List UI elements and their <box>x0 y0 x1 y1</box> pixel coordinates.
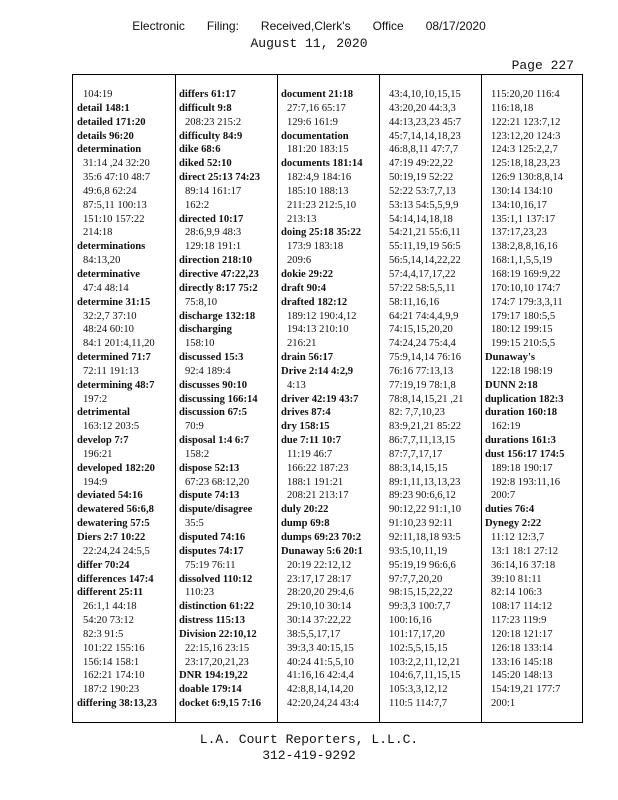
index-reference: 45:7,14,14,18,23 <box>389 130 461 142</box>
index-entry: duplication 182:3 <box>485 393 564 405</box>
index-entry: duly 20:22 <box>281 504 329 516</box>
index-reference: 194:13 210:10 <box>287 324 349 336</box>
index-reference: 117:23 119:9 <box>491 615 547 627</box>
index-reference: 97:7,7,20,20 <box>389 573 443 585</box>
index-reference: 174:7 179:3,3,11 <box>491 296 563 308</box>
index-reference: 28:6,9,9 48:3 <box>185 227 242 239</box>
index-reference: 135:1,1 137:17 <box>491 213 556 225</box>
index-reference: 208:21 213:17 <box>287 490 349 502</box>
index-reference: 158:10 <box>185 338 215 350</box>
index-entry: directive 47:22,23 <box>179 268 259 280</box>
index-entry: draft 90:4 <box>281 282 327 294</box>
index-reference: 200:7 <box>491 490 516 502</box>
index-reference: 4:13 <box>287 379 306 391</box>
index-reference: 75:9,14,14 76:16 <box>389 352 462 364</box>
index-reference: 108:17 114:12 <box>491 601 553 613</box>
index-reference: 98:15,15,22,22 <box>389 587 453 599</box>
index-reference: 130:14 134:10 <box>491 185 553 197</box>
index-reference: 137:17,23,23 <box>491 227 547 239</box>
index-reference: 35:6 47:10 48:7 <box>83 172 151 184</box>
index-reference: 168:19 169:9,22 <box>491 268 561 280</box>
index-reference: 43:4,10,10,15,15 <box>389 89 461 100</box>
index-reference: 82: 7,7,10,23 <box>389 407 445 419</box>
index-entry: determinations <box>77 241 146 253</box>
index-reference: 122:21 123:7,12 <box>491 116 561 128</box>
index-entry: disposal 1:4 6:7 <box>179 435 250 447</box>
index-column <box>179 88 275 722</box>
index-entry: driver 42:19 43:7 <box>281 393 359 405</box>
index-entry: durations 161:3 <box>485 435 556 447</box>
index-reference: 29:10,10 30:14 <box>287 601 352 613</box>
index-entry: dumps 69:23 70:2 <box>281 532 362 543</box>
filing-part: Received,Clerk's <box>260 19 351 33</box>
index-column <box>77 88 173 722</box>
index-entry: DNR 194:19,22 <box>179 670 248 682</box>
index-reference: 86:7,7,11,13,15 <box>389 435 456 447</box>
index-entry: dispute 74:13 <box>179 490 240 502</box>
filing-stamp <box>0 19 618 33</box>
index-reference: 74:24,24 75:4,4 <box>389 338 456 350</box>
index-column <box>485 88 581 722</box>
index-reference: 20:19 22:12,12 <box>287 559 352 571</box>
index-reference: 170:10,10 174:7 <box>491 282 561 294</box>
index-reference: 42:8,8,14,14,20 <box>287 684 354 696</box>
index-reference: 154:19,21 177:7 <box>491 684 561 696</box>
index-reference: 67:23 68:12,20 <box>185 476 250 488</box>
index-entry: discharge 132:18 <box>179 310 256 322</box>
index-entry: determinative <box>77 268 140 280</box>
index-entry: determination <box>77 144 142 156</box>
index-reference: 46:8,8,11 47:7,7 <box>389 144 459 156</box>
index-entry: determined 71:7 <box>77 352 151 364</box>
index-reference: 88:3,14,15,15 <box>389 462 448 474</box>
index-reference: 55:11,19,19 56:5 <box>389 241 461 253</box>
index-entry: dewatering 57:5 <box>77 518 150 530</box>
index-reference: 122:18 198:19 <box>491 365 553 377</box>
index-reference: 105:3,3,12,12 <box>389 684 448 696</box>
index-reference: 213:13 <box>287 213 317 225</box>
index-entry: dry 158:15 <box>281 421 330 433</box>
index-reference: 50:19,19 52:22 <box>389 172 454 184</box>
index-entry: determine 31:15 <box>77 296 151 308</box>
index-reference: 47:4 48:14 <box>83 282 129 294</box>
index-reference: 209:6 <box>287 255 312 267</box>
index-reference: 78:8,14,15,21 ,21 <box>389 393 464 405</box>
index-entry: dispose 52:13 <box>179 462 240 474</box>
index-reference: 26:1,1 44:18 <box>83 601 137 613</box>
index-reference: 129:18 191:1 <box>185 241 242 253</box>
footer-phone: 312-419-9292 <box>262 748 356 763</box>
index-reference: 52:22 53:7,7,13 <box>389 185 456 197</box>
index-reference: 158:2 <box>185 448 210 460</box>
index-entry: direct 25:13 74:23 <box>179 172 261 184</box>
index-reference: 42:20,24,24 43:4 <box>287 698 360 710</box>
index-entry: dokie 29:22 <box>281 268 334 280</box>
index-reference: 11:12 12:3,7 <box>491 532 545 543</box>
index-reference: 11:19 46:7 <box>287 448 333 460</box>
index-reference: 36:14,16 37:18 <box>491 559 556 571</box>
filing-part: Electronic <box>132 19 185 33</box>
index-reference: 23:17,17 28:17 <box>287 573 352 585</box>
filing-part: 08/17/2020 <box>425 19 486 33</box>
index-entry: diked 52:10 <box>179 158 232 170</box>
index-reference: 101:22 155:16 <box>83 642 145 654</box>
index-reference: 90:12,22 91:1,10 <box>389 504 462 516</box>
index-reference: 181:20 183:15 <box>287 144 349 156</box>
index-reference: 162:19 <box>491 421 521 433</box>
index-box <box>72 74 583 723</box>
index-reference: 116:18,18 <box>491 102 534 114</box>
index-reference: 28:20,20 29:4,6 <box>287 587 354 599</box>
filing-part: Filing: <box>206 19 239 33</box>
index-entry: Drive 2:14 4:2,9 <box>281 365 354 377</box>
index-reference: 129:6 161:9 <box>287 116 338 128</box>
index-entry: drain 56:17 <box>281 352 334 364</box>
index-reference: 54:14,14,18,18 <box>389 213 453 225</box>
index-reference: 13:1 18:1 27:12 <box>491 545 559 557</box>
filing-part: Office <box>372 19 404 33</box>
index-reference: 47:19 49:22,22 <box>389 158 454 170</box>
index-entry: Dunaway's <box>485 352 536 364</box>
index-entry: Dynegy 2:22 <box>485 518 542 530</box>
index-reference: 124:3 125:2,2,7 <box>491 144 558 156</box>
index-entry: differ 70:24 <box>77 559 130 571</box>
index-reference: 179:17 180:5,5 <box>491 310 556 322</box>
index-reference: 40:24 41:5,5,10 <box>287 656 354 668</box>
index-reference: 49:6,8 62:24 <box>83 185 137 197</box>
index-reference: 104:19 <box>83 89 113 100</box>
index-entry: dump 69:8 <box>281 518 330 530</box>
index-reference: 192:8 193:11,16 <box>491 476 561 488</box>
index-reference: 145:20 148:13 <box>491 670 553 682</box>
index-entry: drives 87:4 <box>281 407 331 419</box>
index-reference: 133:16 145:18 <box>491 656 553 668</box>
index-reference: 173:9 183:18 <box>287 241 344 253</box>
index-reference: 53:13 54:5,5,9,9 <box>389 199 459 211</box>
index-entry: determining 48:7 <box>77 379 155 391</box>
index-entry: documents 181:14 <box>281 158 363 170</box>
index-reference: 185:10 188:13 <box>287 185 349 197</box>
index-reference: 99:3,3 100:7,7 <box>389 601 451 613</box>
index-reference: 214:18 <box>83 227 113 239</box>
index-reference: 151:10 157:22 <box>83 213 145 225</box>
index-entry: duties 76:4 <box>485 504 535 516</box>
index-reference: 89:1,11,13,13,23 <box>389 476 461 488</box>
index-reference: 54:20 73:12 <box>83 615 134 627</box>
index-reference: 93:5,10,11,19 <box>389 545 448 557</box>
index-entry: detrimental <box>77 407 130 419</box>
index-entry: deviated 54:16 <box>77 490 143 502</box>
index-reference: 123:12,20 124:3 <box>491 130 561 142</box>
index-reference: 76:16 77:13,13 <box>389 365 454 377</box>
index-reference: 22:15,16 23:15 <box>185 642 250 654</box>
footer-company: L.A. Court Reporters, L.L.C. <box>199 732 419 747</box>
index-reference: 188:1 191:21 <box>287 476 344 488</box>
index-entry: discussed 15:3 <box>179 352 244 364</box>
index-entry: details 96:20 <box>77 130 134 142</box>
index-entry: develop 7:7 <box>77 435 129 447</box>
index-entry: discharging <box>179 324 232 336</box>
index-entry: distress 115:13 <box>179 615 246 627</box>
index-entry: dispute/disagree <box>179 504 253 516</box>
index-reference: 84:1 201:4,11,20 <box>83 338 155 350</box>
index-reference: 89:23 90:6,6,12 <box>389 490 456 502</box>
index-entry: difficult 9:8 <box>179 102 232 114</box>
index-reference: 187:2 190:23 <box>83 684 140 696</box>
index-reference: 134:10,16,17 <box>491 199 547 211</box>
index-entry: dewatered 56:6,8 <box>77 504 154 516</box>
index-reference: 82:3 91:5 <box>83 628 124 640</box>
index-entry: due 7:11 10:7 <box>281 435 342 447</box>
index-reference: 92:4 189:4 <box>185 365 231 377</box>
index-reference: 83:9,21,21 85:22 <box>389 421 462 433</box>
index-reference: 156:14 158:1 <box>83 656 140 668</box>
index-reference: 56:5,14,14,22,22 <box>389 255 461 267</box>
index-entry: detail 148:1 <box>77 102 130 114</box>
index-reference: 115:20,20 116:4 <box>491 89 560 100</box>
index-entry: directed 10:17 <box>179 213 244 225</box>
index-entry: detailed 171:20 <box>77 116 146 128</box>
index-reference: 72:11 191:13 <box>83 365 139 377</box>
index-reference: 168:1,1,5,5,19 <box>491 255 553 267</box>
page-number: Page 227 <box>511 58 574 73</box>
index-reference: 211:23 212:5,10 <box>287 199 357 211</box>
index-column <box>383 88 479 722</box>
index-reference: 57:4,4,17,17,22 <box>389 268 456 280</box>
index-reference: 23:17,20,21,23 <box>185 656 249 668</box>
index-entry: differing 38:13,23 <box>77 698 158 710</box>
index-entry: discussion 67:5 <box>179 407 247 419</box>
column-divider <box>379 75 380 722</box>
index-reference: 54:21,21 55:6,11 <box>389 227 461 239</box>
index-reference: 35:5 <box>185 518 204 530</box>
index-reference: 189:18 190:17 <box>491 462 553 474</box>
index-entry: dust 156:17 174:5 <box>485 448 565 460</box>
index-reference: 87:5,11 100:13 <box>83 199 147 211</box>
index-entry: discussing 166:14 <box>179 393 258 405</box>
index-entry: duration 160:18 <box>485 407 558 419</box>
index-reference: 100:16,16 <box>389 615 432 627</box>
index-entry: disputes 74:17 <box>179 545 244 557</box>
index-entry: discusses 90:10 <box>179 379 247 391</box>
index-reference: 126:18 133:14 <box>491 642 553 654</box>
index-reference: 194:9 <box>83 476 108 488</box>
index-reference: 102:5,5,15,15 <box>389 642 448 654</box>
index-reference: 101:17,17,20 <box>389 628 445 640</box>
index-column <box>281 88 377 722</box>
index-reference: 180:12 199:15 <box>491 324 553 336</box>
index-reference: 64:21 74:4,4,9,9 <box>389 310 459 322</box>
index-reference: 182:4,9 184:16 <box>287 172 352 184</box>
transcript-date: August 11, 2020 <box>250 36 368 51</box>
index-entry: dissolved 110:12 <box>179 573 253 585</box>
index-reference: 70:9 <box>185 421 204 433</box>
index-entry: Dunaway 5:6 20:1 <box>281 545 363 557</box>
index-reference: 216:21 <box>287 338 317 350</box>
index-reference: 82:14 106:3 <box>491 587 542 599</box>
index-reference: 48:24 60:10 <box>83 324 134 336</box>
index-reference: 84:13,20 <box>83 255 121 267</box>
index-reference: 41:16,16 42:4,4 <box>287 670 354 682</box>
index-reference: 162:21 174:10 <box>83 670 145 682</box>
index-reference: 125:18,18,23,23 <box>491 158 561 170</box>
index-reference: 57:22 58:5,5,11 <box>389 282 456 294</box>
index-entry: Diers 2:7 10:22 <box>77 532 146 543</box>
index-entry: doing 25:18 35:22 <box>281 227 362 239</box>
index-reference: 120:18 121:17 <box>491 628 553 640</box>
index-reference: 74:15,15,20,20 <box>389 324 453 336</box>
index-reference: 200:1 <box>491 698 516 710</box>
index-entry: developed 182:20 <box>77 462 155 474</box>
index-reference: 31:14 ,24 32:20 <box>83 158 150 170</box>
index-reference: 43:20,20 44:3,3 <box>389 102 456 114</box>
index-reference: 87:7,7,17,17 <box>389 448 443 460</box>
index-reference: 27:7,16 65:17 <box>287 102 346 114</box>
index-reference: 208:23 215:2 <box>185 116 242 128</box>
index-entry: DUNN 2:18 <box>485 379 538 391</box>
index-reference: 92:11,18,18 93:5 <box>389 532 461 543</box>
index-reference: 126:9 130:8,8,14 <box>491 172 564 184</box>
index-reference: 110:23 <box>185 587 215 599</box>
index-reference: 32:2,7 37:10 <box>83 310 137 322</box>
index-reference: 196:21 <box>83 448 113 460</box>
index-reference: 162:2 <box>185 199 210 211</box>
index-entry: documentation <box>281 130 349 142</box>
index-reference: 75:19 76:11 <box>185 559 236 571</box>
index-reference: 197:2 <box>83 393 108 405</box>
index-entry: differences 147:4 <box>77 573 154 585</box>
index-reference: 44:13,23,23 45:7 <box>389 116 462 128</box>
index-entry: direction 218:10 <box>179 255 253 267</box>
index-entry: disputed 74:16 <box>179 532 246 543</box>
column-divider <box>481 75 482 722</box>
index-entry: directly 8:17 75:2 <box>179 282 258 294</box>
index-reference: 104:6,7,11,15,15 <box>389 670 461 682</box>
index-reference: 38:5,5,17,17 <box>287 628 341 640</box>
index-reference: 166:22 187:23 <box>287 462 349 474</box>
index-reference: 30:14 37:22,22 <box>287 615 352 627</box>
index-entry: different 25:11 <box>77 587 144 599</box>
index-entry: difficulty 84:9 <box>179 130 243 142</box>
index-entry: Division 22:10,12 <box>179 628 257 640</box>
index-reference: 103:2,2,11,12,21 <box>389 656 461 668</box>
index-reference: 199:15 210:5,5 <box>491 338 556 350</box>
index-reference: 77:19,19 78:1,8 <box>389 379 456 391</box>
index-reference: 89:14 161:17 <box>185 185 242 197</box>
column-divider <box>277 75 278 722</box>
index-reference: 110:5 114:7,7 <box>389 698 448 710</box>
index-entry: docket 6:9,15 7:16 <box>179 698 262 710</box>
index-entry: distinction 61:22 <box>179 601 255 613</box>
index-reference: 138:2,8,8,16,16 <box>491 241 558 253</box>
index-entry: dike 68:6 <box>179 144 221 156</box>
index-entry: drafted 182:12 <box>281 296 348 308</box>
index-reference: 95:19,19 96:6,6 <box>389 559 456 571</box>
index-entry: document 21:18 <box>281 89 354 100</box>
index-reference: 163:12 203:5 <box>83 421 140 433</box>
index-reference: 75:8,10 <box>185 296 218 308</box>
index-entry: doable 179:14 <box>179 684 242 696</box>
index-reference: 39:3,3 40:15,15 <box>287 642 354 654</box>
column-divider <box>175 75 176 722</box>
index-reference: 58:11,16,16 <box>389 296 440 308</box>
index-reference: 22:24,24 24:5,5 <box>83 545 150 557</box>
index-reference: 39:10 81:11 <box>491 573 542 585</box>
index-entry: differs 61:17 <box>179 89 236 100</box>
index-reference: 189:12 190:4,12 <box>287 310 357 322</box>
index-reference: 91:10,23 92:11 <box>389 518 453 530</box>
